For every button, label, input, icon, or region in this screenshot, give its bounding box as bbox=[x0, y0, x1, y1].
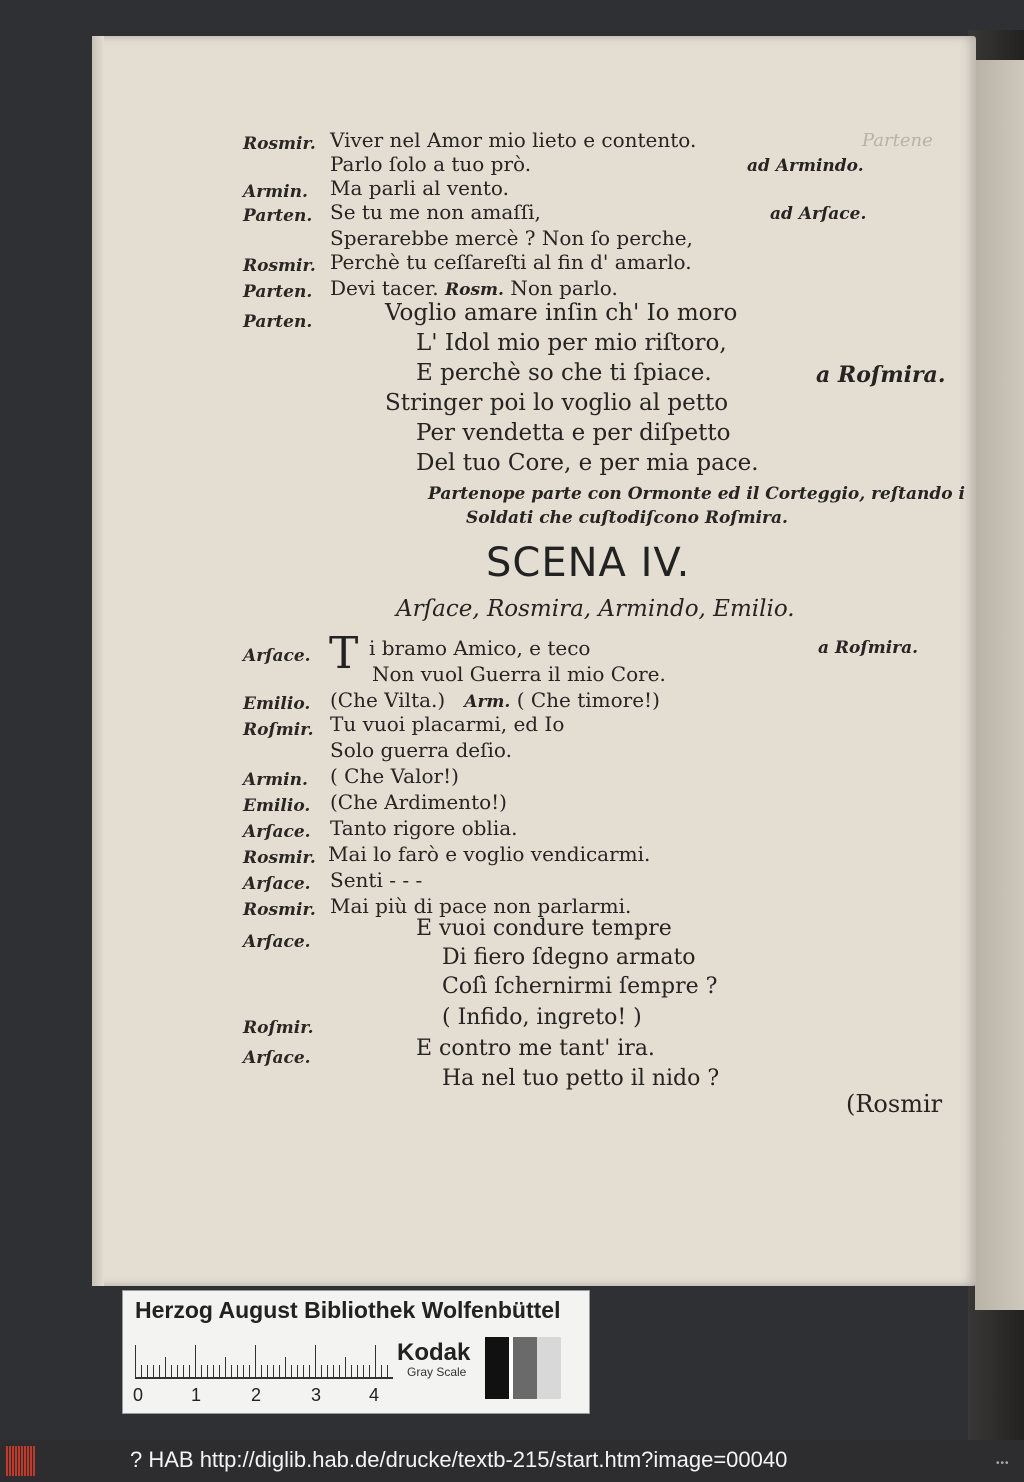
ruler-minor-tick bbox=[207, 1365, 208, 1377]
speaker-label: Parten. bbox=[243, 282, 313, 302]
speaker-label: Rosmir. bbox=[243, 848, 316, 868]
inline-speaker: Rosm. bbox=[445, 280, 504, 300]
ruler-minor-tick bbox=[321, 1365, 322, 1377]
ruler-minor-tick bbox=[153, 1365, 154, 1377]
aside-direction: a Roſmira. bbox=[816, 362, 946, 388]
ruler-minor-tick bbox=[273, 1365, 274, 1377]
aside-direction: ad Arſace. bbox=[770, 204, 867, 224]
ruler-minor-tick bbox=[381, 1365, 382, 1377]
verse-text: Non parlo. bbox=[510, 276, 618, 300]
facing-page-edge bbox=[975, 60, 1024, 1310]
speaker-label: Armin. bbox=[243, 182, 308, 202]
inline-speaker: Arm. bbox=[464, 692, 511, 712]
stage-direction: Partenope parte con Ormonte ed il Corteggio, reſtando i bbox=[428, 484, 966, 504]
ruler-major-tick bbox=[255, 1345, 256, 1377]
aria-line: ( Infido, ingreto! ) bbox=[442, 1005, 642, 1030]
ruler-minor-tick bbox=[291, 1365, 292, 1377]
speaker-label: Rosmir. bbox=[243, 256, 316, 276]
catchword: (Rosmir bbox=[846, 1090, 943, 1118]
ruler-major-tick bbox=[375, 1345, 376, 1377]
verse-line bbox=[330, 276, 618, 300]
ruler-minor-tick bbox=[183, 1365, 184, 1377]
aria-line: Di fiero ſdegno armato bbox=[442, 945, 696, 970]
page-gutter-shadow bbox=[92, 36, 104, 1286]
ruler-minor-tick bbox=[177, 1365, 178, 1377]
barcode-icon bbox=[6, 1446, 46, 1476]
ruler-number: 3 bbox=[311, 1385, 322, 1405]
ruler-mid-tick bbox=[165, 1357, 166, 1377]
ruler-minor-tick bbox=[279, 1365, 280, 1377]
verse-line: Ma parli al vento. bbox=[330, 176, 509, 200]
verse-text: ( Che timore!) bbox=[516, 688, 660, 712]
ruler-number: 2 bbox=[251, 1385, 262, 1405]
kodak-subtitle: Gray Scale bbox=[407, 1365, 467, 1379]
ruler-minor-tick bbox=[309, 1365, 310, 1377]
ruler-minor-tick bbox=[357, 1365, 358, 1377]
verse-line: Parlo ſolo a tuo prò. bbox=[330, 152, 532, 176]
drop-cap-initial: T bbox=[329, 628, 359, 679]
stage-direction: Soldati che cuſtodiſcono Roſmira. bbox=[466, 508, 788, 528]
aria-line: Voglio amare inſin ch' Io moro bbox=[385, 300, 738, 326]
aria-line: E perchè so che ti ſpiace. bbox=[416, 360, 712, 386]
speaker-label: Arſace. bbox=[243, 822, 311, 842]
speaker-label: Arſace. bbox=[243, 646, 311, 666]
speaker-label: Arſace. bbox=[243, 874, 311, 894]
verse-line: Perchè tu ceſſareſti al fin d' amarlo. bbox=[330, 250, 692, 274]
verse-line: Mai più di pace non parlarmi. bbox=[330, 894, 632, 918]
ruler-mid-tick bbox=[285, 1357, 286, 1377]
speaker-label: Emilio. bbox=[243, 694, 311, 714]
ruler-minor-tick bbox=[159, 1365, 160, 1377]
verse-line: Tanto rigore oblia. bbox=[330, 816, 518, 840]
ruler-minor-tick bbox=[219, 1365, 220, 1377]
verse-line bbox=[330, 688, 660, 712]
ruler-minor-tick bbox=[351, 1365, 352, 1377]
source-url[interactable]: ? HAB http://diglib.hab.de/drucke/textb-215/start.htm?image=00040 bbox=[130, 1447, 788, 1472]
ruler-minor-tick bbox=[333, 1365, 334, 1377]
ruler-minor-tick bbox=[387, 1365, 388, 1377]
scene-heading: SCENA IV. bbox=[486, 540, 691, 586]
aside-direction: ad Armindo. bbox=[747, 156, 864, 176]
more-options-icon[interactable]: ••• bbox=[996, 1458, 1010, 1469]
aria-line: Stringer poi lo voglio al petto bbox=[385, 390, 729, 416]
speaker-label: Rosmir. bbox=[243, 134, 316, 154]
ruler-number: 4 bbox=[369, 1385, 380, 1405]
ruler-mid-tick bbox=[225, 1357, 226, 1377]
aria-line: Del tuo Core, e per mia pace. bbox=[416, 450, 759, 476]
verse-line: Solo guerra deſio. bbox=[330, 738, 512, 762]
scene-cast: Arſace, Rosmira, Armindo, Emilio. bbox=[396, 596, 795, 622]
ruler-major-tick bbox=[315, 1345, 316, 1377]
ruler-minor-tick bbox=[267, 1365, 268, 1377]
ruler-number: 0 bbox=[133, 1385, 144, 1405]
speaker-label: Arſace. bbox=[243, 932, 311, 952]
ruler-major-tick bbox=[195, 1345, 196, 1377]
gray-patch-mid bbox=[513, 1337, 537, 1399]
aria-line: Ha nel tuo petto il nido ? bbox=[442, 1066, 720, 1091]
verse-text: (Che Vilta.) bbox=[330, 688, 446, 712]
speaker-label: Parten. bbox=[243, 206, 313, 226]
verse-line: Senti - - - bbox=[330, 868, 423, 892]
verse-line: Viver nel Amor mio lieto e contento. bbox=[330, 128, 697, 152]
ruler-minor-tick bbox=[171, 1365, 172, 1377]
ruler-minor-tick bbox=[261, 1365, 262, 1377]
ruler-minor-tick bbox=[363, 1365, 364, 1377]
verse-line: Mai lo farò e voglio vendicarmi. bbox=[328, 842, 651, 866]
aria-line: E contro me tant' ira. bbox=[416, 1036, 655, 1061]
speaker-label: Roſmir. bbox=[243, 1018, 314, 1038]
ruler-minor-tick bbox=[141, 1365, 142, 1377]
verse-line: i bramo Amico, e teco bbox=[369, 636, 591, 660]
aria-line: E vuoi condure tempre bbox=[416, 916, 672, 941]
aria-line: Coſì ſchernirmi ſempre ? bbox=[442, 974, 718, 999]
ruler-minor-tick bbox=[213, 1365, 214, 1377]
speaker-label: Roſmir. bbox=[243, 720, 314, 740]
ruler-mid-tick bbox=[345, 1357, 346, 1377]
verse-text: Devi tacer. bbox=[330, 276, 439, 300]
verse-line: Se tu me non amaſſi, bbox=[330, 200, 541, 224]
ruler-minor-tick bbox=[327, 1365, 328, 1377]
ruler-minor-tick bbox=[297, 1365, 298, 1377]
aria-line: Per vendetta e per diſpetto bbox=[416, 420, 731, 446]
speaker-label: Parten. bbox=[243, 312, 313, 332]
ruler-minor-tick bbox=[243, 1365, 244, 1377]
verse-line: (Che Ardimento!) bbox=[330, 790, 507, 814]
cm-ruler bbox=[135, 1345, 393, 1379]
ruler-minor-tick bbox=[237, 1365, 238, 1377]
ruler-major-tick bbox=[135, 1345, 136, 1377]
gray-patch-black bbox=[485, 1337, 509, 1399]
verse-line: Non vuol Guerra il mio Core. bbox=[372, 662, 666, 686]
ruler-minor-tick bbox=[189, 1365, 190, 1377]
speaker-label: Emilio. bbox=[243, 796, 311, 816]
ruler-number: 1 bbox=[191, 1385, 202, 1405]
ruler-minor-tick bbox=[249, 1365, 250, 1377]
speaker-label: Armin. bbox=[243, 770, 308, 790]
verse-line: Tu vuoi placarmi, ed Io bbox=[330, 712, 565, 736]
ruler-minor-tick bbox=[303, 1365, 304, 1377]
speaker-label: Arſace. bbox=[243, 1048, 311, 1068]
color-calibration-target bbox=[122, 1290, 590, 1414]
gray-patch-light bbox=[537, 1337, 561, 1399]
verse-line: ( Che Valor!) bbox=[330, 764, 459, 788]
aria-line: L' Idol mio per mio riſtoro, bbox=[416, 330, 727, 356]
ruler-minor-tick bbox=[369, 1365, 370, 1377]
ruler-minor-tick bbox=[147, 1365, 148, 1377]
kodak-logo: Kodak bbox=[397, 1339, 471, 1366]
ruler-minor-tick bbox=[231, 1365, 232, 1377]
verse-line: Sperarebbe mercè ? Non ſo perche, bbox=[330, 226, 693, 250]
library-name: Herzog August Bibliothek Wolfenbüttel bbox=[135, 1297, 561, 1323]
bleed-through-text: Partene bbox=[862, 130, 933, 151]
ruler-minor-tick bbox=[201, 1365, 202, 1377]
ruler-minor-tick bbox=[339, 1365, 340, 1377]
speaker-label: Rosmir. bbox=[243, 900, 316, 920]
aside-direction: a Roſmira. bbox=[818, 638, 919, 658]
